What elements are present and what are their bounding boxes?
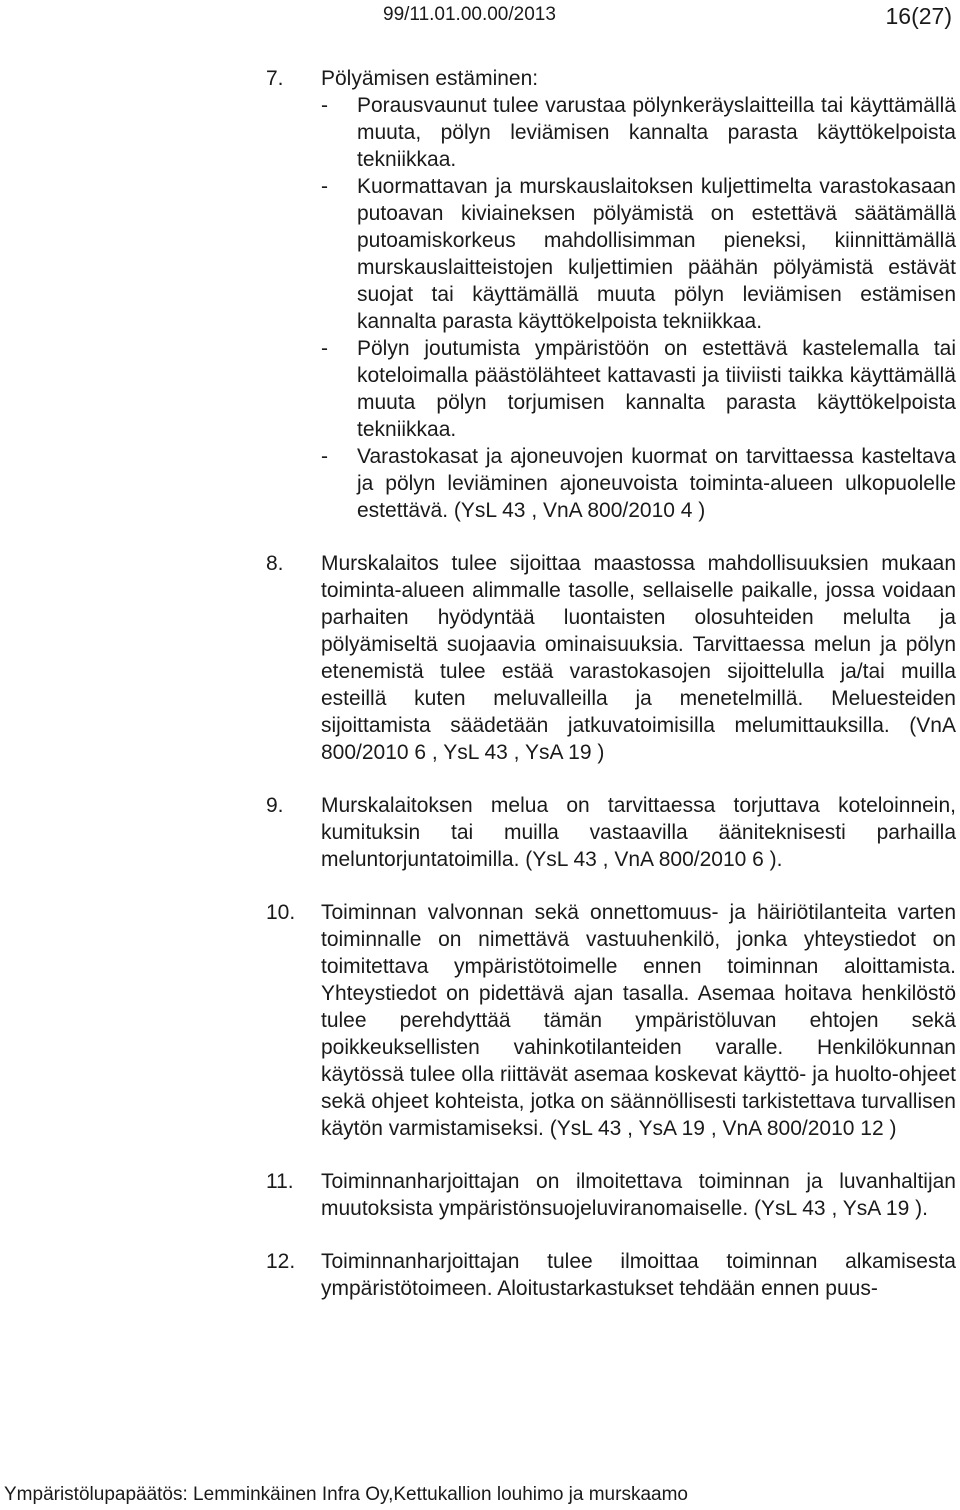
section-item-10 [266, 899, 956, 1142]
section-item-9 [266, 792, 956, 873]
bullet-text: Porausvaunut tulee varustaa pölynkeräyslaitteilla tai käyttämällä muuta, pölyn leviämisen kannalta parasta käyttökelpoista tekniikkaa. [357, 94, 956, 171]
item-number: 7. [266, 67, 284, 90]
item-text: Toiminnanharjoittajan tulee ilmoittaa toiminnan alkamisesta ympäristötoimeen. Aloitustarkastukset tehdään ennen puus- [321, 1250, 956, 1300]
bullet-text: Pölyn joutumista ympäristöön on estettävä kastelemalla tai koteloimalla päästölähteet kattavasti ja tiiviisti taikka käyttämällä muuta pölyn torjumisen kannalta parasta käyttökelpoista tekniikkaa. [357, 337, 956, 441]
bullet-item [321, 335, 956, 443]
item-number: 9. [266, 794, 284, 817]
bullet-item [321, 173, 956, 335]
item-text: Toiminnanharjoittajan on ilmoitettava toiminnan ja luvanhaltijan muutoksista ympäristönsuojeluviranomaiselle. (YsL 43 , YsA 19 ). [321, 1170, 956, 1220]
bullet-dash: - [321, 175, 328, 198]
document-body [266, 65, 956, 1328]
bullet-dash: - [321, 94, 328, 117]
bullet-item [321, 92, 956, 173]
bullet-dash: - [321, 337, 328, 360]
item-text: Murskalaitoksen melua on tarvittaessa torjuttava koteloinnein, kumituksin tai muilla vastaavilla ääniteknisesti parhailla meluntorjuntatoimilla. (YsL 43 , VnA 800/2010 6 ). [321, 794, 956, 871]
item-number: 10. [266, 901, 296, 924]
bullet-item [321, 443, 956, 524]
section-item-7 [266, 65, 956, 524]
item-number: 12. [266, 1250, 296, 1273]
item-heading: Pölyämisen estäminen: [321, 67, 539, 90]
section-item-11 [266, 1168, 956, 1222]
section-item-8 [266, 550, 956, 766]
section-item-12 [266, 1248, 956, 1302]
item-number: 8. [266, 552, 284, 575]
item-number: 11. [266, 1170, 294, 1193]
item-text: Toiminnan valvonnan sekä onnettomuus- ja häiriötilanteita varten toiminnalle on nimettävä vastuuhenkilö, jonka yhteystiedot on toimitettava ympäristötoimelle ennen toiminnan aloittamista. Yhteystiedot on pidettävä ajan tasalla. Asemaa hoitava henkilöstö tulee perehdyttää tämän ympäristöluvan ehtojen sekä poikkeuksellisten vahinkotilanteiden varalle. Henkilökunnan käytössä tulee olla riittävät asemaa koskevat käyttö- ja huolto-ohjeet sekä ohjeet kohteista, jotka on säännöllisesti tarkistettava turvallisen käytön varmistamiseksi. (YsL 43 , YsA 19 , VnA 800/2010 12 ) [321, 901, 956, 1140]
bullet-text: Kuormattavan ja murskauslaitoksen kuljettimelta varastokasaan putoavan kiviaineksen pölyämistä on estettävä säätämällä putoamiskorkeus mahdollisimman pieneksi, kiinnittämällä murskauslaitteistojen kuljettimien päähän pölyämistä estävät suojat tai käyttämällä muuta pölyn leviämisen estämisen kannalta parasta käyttökelpoista tekniikkaa. [357, 175, 956, 333]
bullet-dash: - [321, 445, 328, 468]
page-footer: Ympäristölupapäätös: Lemminkäinen Infra Oy,Kettukallion louhimo ja murskaamo [4, 1484, 688, 1505]
page-number: 16(27) [885, 3, 952, 29]
item-text: Murskalaitos tulee sijoittaa maastossa mahdollisuuksien mukaan toiminta-alueen alimmalle tasolle, sellaiselle paikalle, jossa voidaan parhaiten hyödyntää luontaisten olosuhteiden melulta ja pölyämiseltä suojaavia ominaisuuksia. Tarvittaessa melun ja pölyn etenemistä tulee estää varastokasojen sijoittelulla ja/tai muilla esteillä kuten meluvalleilla ja menetelmillä. Meluesteiden sijoittamista säädetään jatkuvatoimisilla melumittauksilla. (VnA 800/2010 6 , YsL 43 , YsA 19 ) [321, 552, 956, 764]
bullet-text: Varastokasat ja ajoneuvojen kuormat on tarvittaessa kasteltava ja pölyn leviäminen ajoneuvoista toiminta-alueen ulkopuolelle estettävä. (YsL 43 , VnA 800/2010 4 ) [357, 445, 956, 522]
document-reference: 99/11.01.00.00/2013 [383, 4, 556, 25]
